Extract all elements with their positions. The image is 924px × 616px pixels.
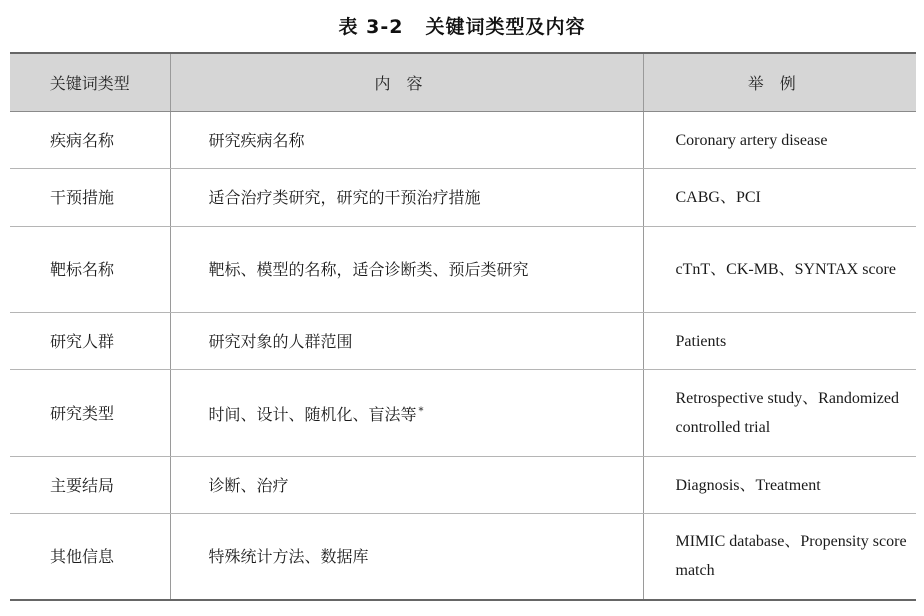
cell-example: Patients	[643, 313, 916, 370]
table-row	[10, 112, 916, 169]
header-content: 内容	[170, 53, 643, 112]
cell-example: Diagnosis、Treatment	[643, 457, 916, 514]
table-title: 关键词类型及内容	[425, 16, 586, 38]
cell-content-text: 特殊统计方法、数据库	[208, 546, 369, 566]
header-row	[10, 53, 916, 112]
cell-content-text: 适合治疗类研究，研究的干预治疗措施	[208, 188, 481, 207]
table-caption	[0, 12, 924, 39]
keyword-table	[10, 52, 916, 601]
table-row	[10, 514, 916, 600]
cell-content	[170, 112, 643, 169]
table-row	[10, 313, 916, 370]
cell-content-text: 诊断、治疗	[208, 475, 289, 495]
cell-content-text: 靶标、模型的名称，适合诊断类、预后类研究	[208, 260, 529, 279]
cell-type: 干预措施	[10, 169, 170, 227]
cell-type: 靶标名称	[10, 227, 170, 313]
cell-content	[170, 457, 643, 514]
header-example: 举例	[643, 53, 916, 112]
table-row	[10, 457, 916, 514]
cell-type: 研究类型	[10, 370, 170, 457]
cell-content	[170, 227, 643, 313]
footnote-marker: *	[418, 406, 424, 417]
cell-type: 其他信息	[10, 514, 170, 600]
cell-content	[170, 313, 643, 370]
table-row	[10, 227, 916, 313]
cell-content	[170, 370, 643, 457]
cell-content	[170, 514, 643, 600]
table-row	[10, 169, 916, 227]
cell-example: MIMIC database、Propensity score match	[643, 514, 916, 600]
cell-content	[170, 169, 643, 227]
header-keyword-type: 关键词类型	[10, 53, 170, 112]
cell-type: 疾病名称	[10, 112, 170, 169]
cell-example: CABG、PCI	[643, 169, 916, 227]
cell-type: 研究人群	[10, 313, 170, 370]
cell-content-text: 研究疾病名称	[208, 130, 305, 150]
cell-example: Retrospective study、Randomized controlled trial	[643, 370, 916, 457]
table-number: 表 3-2	[338, 16, 404, 38]
cell-type: 主要结局	[10, 457, 170, 514]
table-row	[10, 370, 916, 457]
cell-content-text: 时间、设计、随机化、盲法等	[208, 405, 417, 424]
cell-example: cTnT、CK-MB、SYNTAX score	[643, 227, 916, 313]
cell-example: Coronary artery disease	[643, 112, 916, 169]
cell-content-text: 研究对象的人群范围	[208, 331, 353, 351]
